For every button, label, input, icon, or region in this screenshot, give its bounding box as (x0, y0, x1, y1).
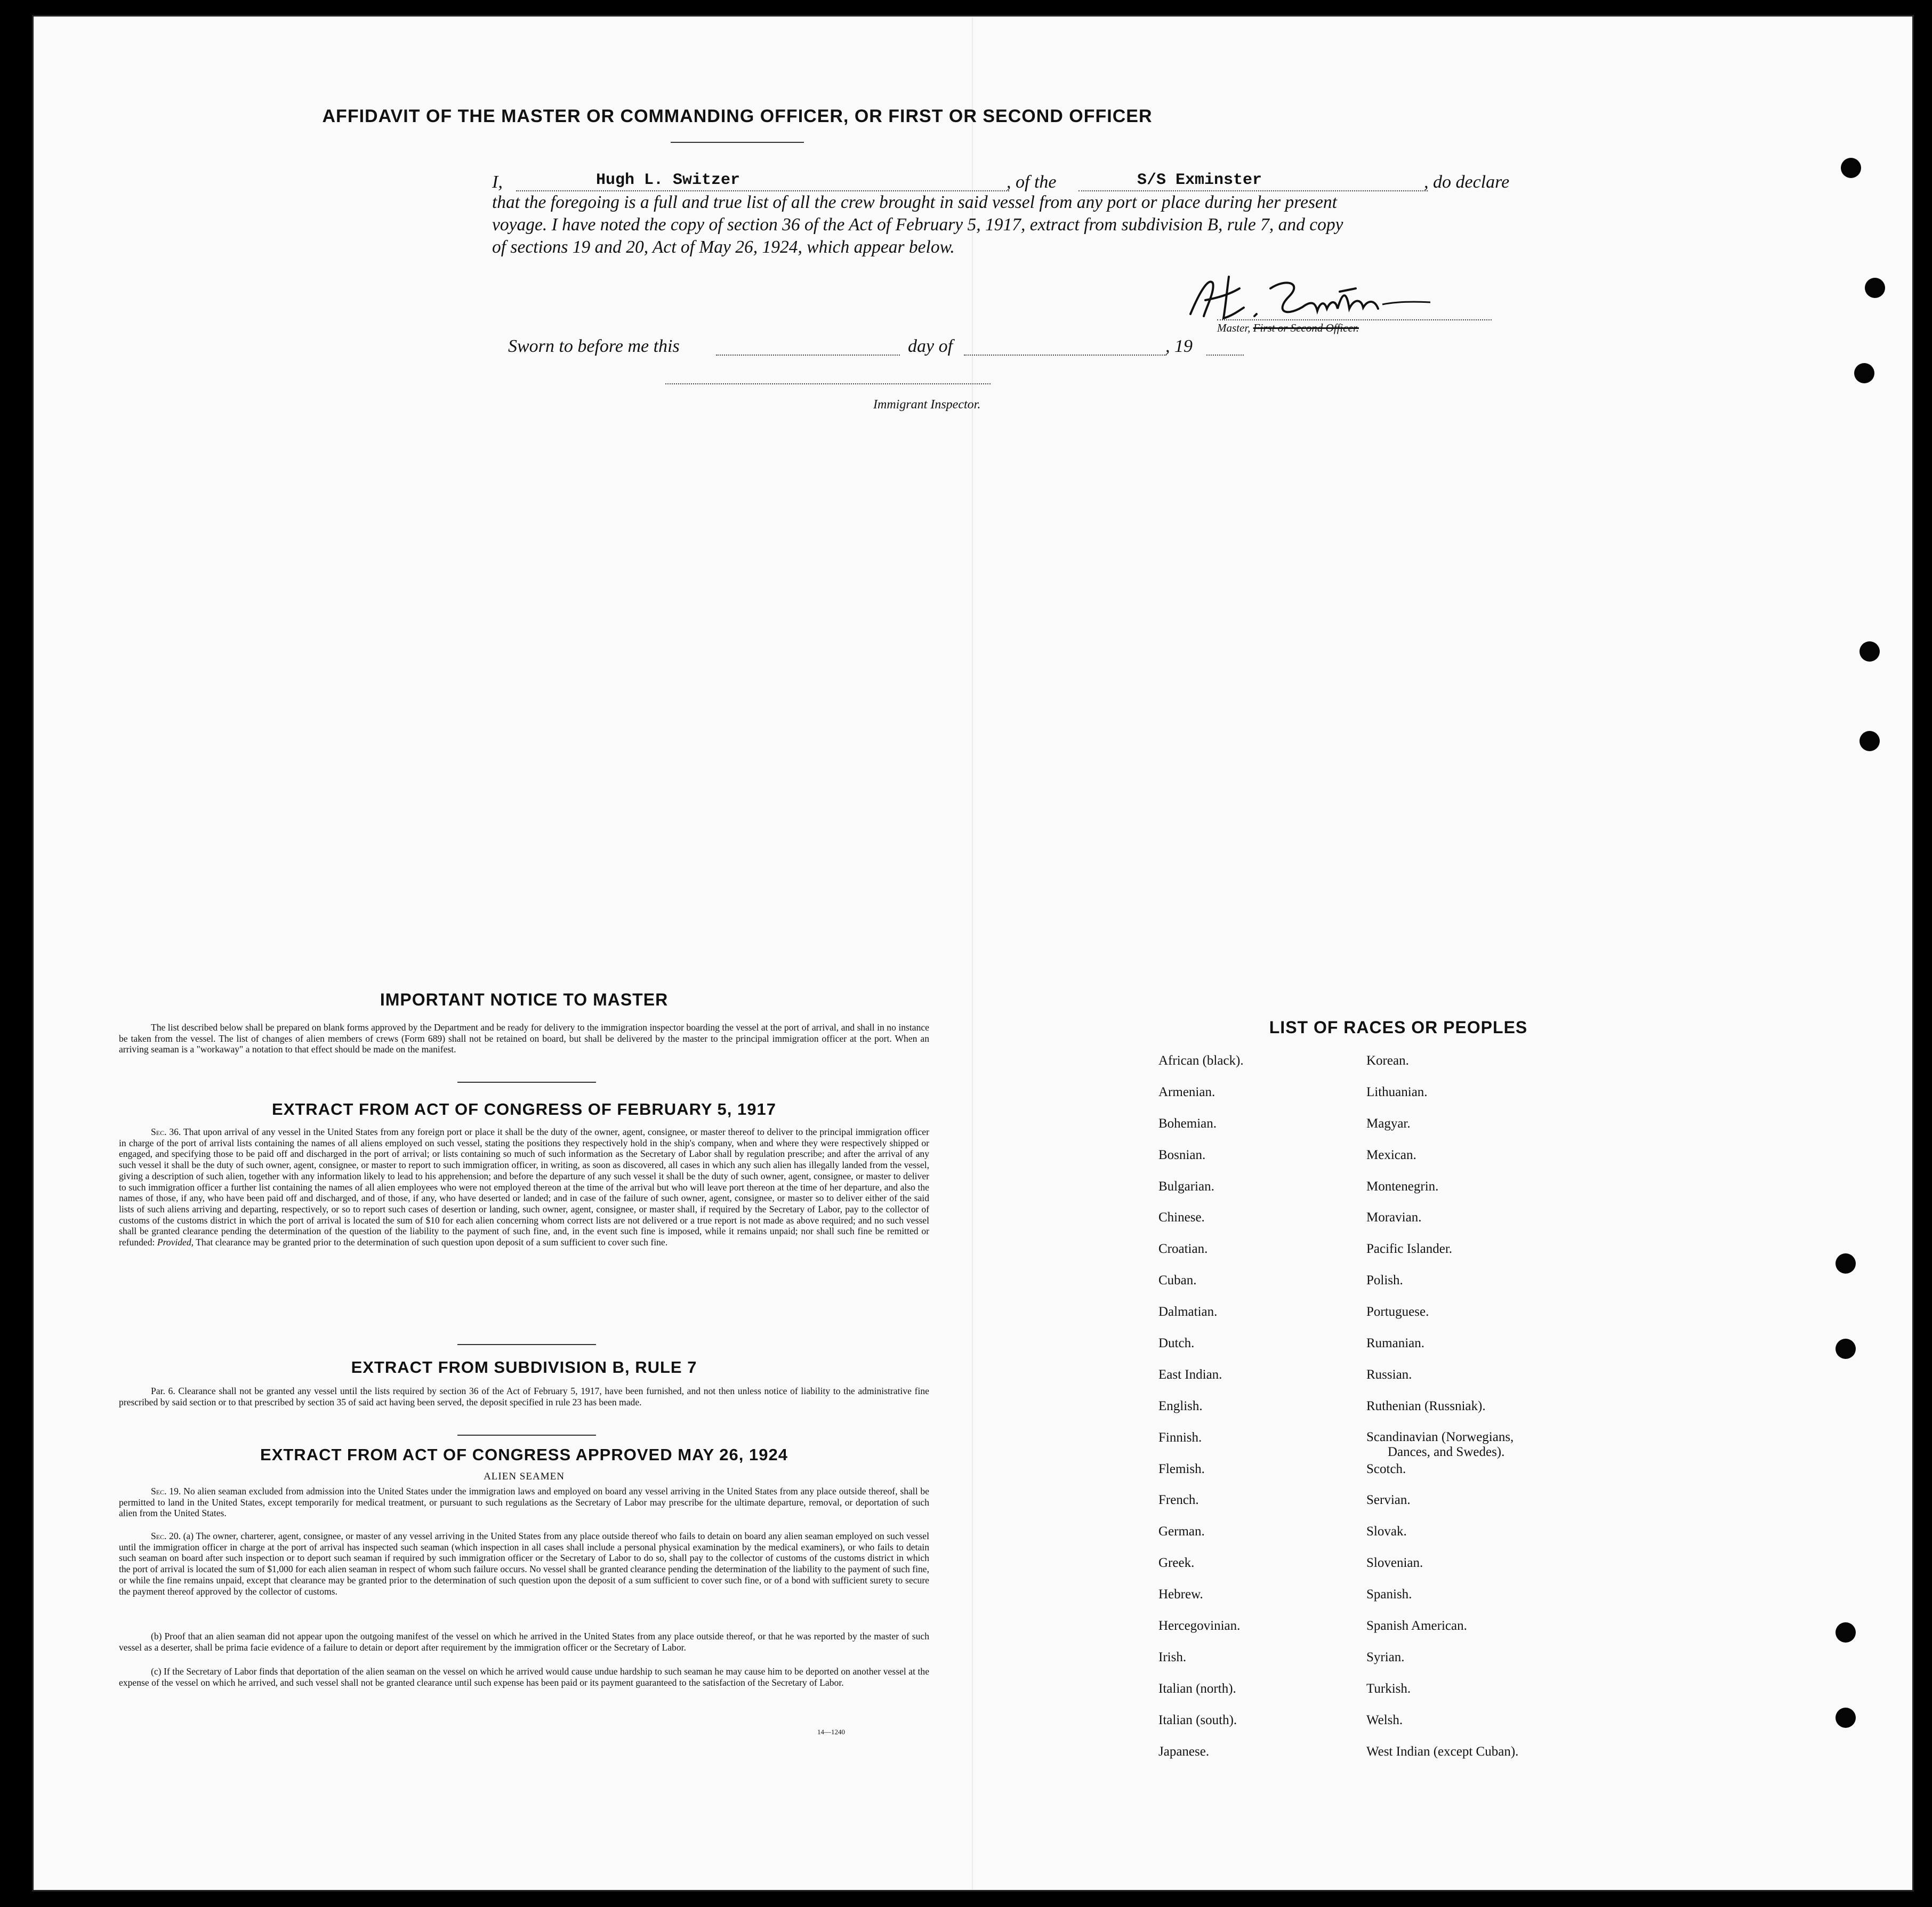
race-item: Flemish. (1158, 1461, 1205, 1476)
notice-title: IMPORTANT NOTICE TO MASTER (380, 990, 669, 1009)
race-item: Montenegrin. (1366, 1179, 1439, 1194)
rule-7-title: EXTRACT FROM SUBDIVISION B, RULE 7 (351, 1358, 697, 1377)
race-item: Chinese. (1158, 1210, 1205, 1225)
sec-36-body: That upon arrival of any vessel in the United States from any foreign port or place it shall be the duty of the owner, agent, consignee, or master thereof to deliver to the principal immigration officer in charge of the port of arrival lists containing the names of all aliens employed on such vessel, stating the positions they respectively hold in the ship's company, when and where they were respectively shipped or engaged, and specifying those to be paid off and discharged in the port of arrival; or lists containing so much of such information as the Secretary of Labor shall by regulation prescribe; and after the arrival of any such vessel it shall be the duty of such owner, agent, consignee, or master to report to such immigration officer, in writing, as soon as discovered, all cases in which any such alien has illegally landed from the vessel, giving a description of such alien, together with any information likely to lead to his apprehension; and before the departure of any such vessel it shall be the duty of such owner, agent, consignee, or master to deliver to such immigration officer a further list containing the names of all alien employees who were not employed thereon at the time of the arrival but who will leave port thereon at the time of her departure, and also the names of those, if any, who have been paid off and discharged, and of those, if any, who have deserted or landed; and in case of the failure of such owner, agent, consignee, or master so to deliver either of the said lists of such aliens arriving and departing, respectively, or so to report such cases of desertion or landing, such owner, agent, consignee, or master shall, if required by the Secretary of Labor, pay to the collector of customs of the customs district in which the port of arrival is located the sum of $10 for each alien concerning whom correct lists are not delivered or a true report is not made as above required; and no such vessel shall be granted clearance pending the determination of the question of the liability to the payment of such fine, and, in the event such fine is imposed, while it remains unpaid; nor shall such fine be remitted or refunded: (119, 1127, 929, 1248)
race-item: Slovak. (1366, 1524, 1407, 1539)
title-divider (671, 142, 804, 143)
race-item: Greek. (1158, 1556, 1195, 1571)
affidavit-title: AFFIDAVIT OF THE MASTER OR COMMANDING OFFICER, OR FIRST OR SECOND OFFICER (322, 106, 1153, 126)
sec-20a-text (119, 1531, 929, 1597)
extract-1917-divider (457, 1344, 596, 1345)
race-item: East Indian. (1158, 1367, 1222, 1382)
sec-20c-text: (c) If the Secretary of Labor finds that deportation of the alien seaman on the vessel on which he arrived would cause undue hardship to such seaman he may cause him to be deported on another vessel at the expense of the vessel on which he arrived, and such vessel shall not be granted clearance until such expense has been paid or its payment guaranteed to the satisfaction of the Secretary of Labor. (119, 1666, 929, 1688)
signature-blank (1217, 319, 1492, 320)
sworn-year-blank (1206, 355, 1244, 356)
race-item: Hercegovinian. (1158, 1619, 1241, 1634)
races-right-column (1366, 1053, 1518, 1775)
race-item: Finnish. (1158, 1430, 1202, 1445)
of-the-label: , of the (1007, 172, 1057, 192)
race-item: Bosnian. (1158, 1147, 1206, 1162)
race-item: Servian. (1366, 1493, 1411, 1508)
race-item: Scandinavian (Norwegians, (1366, 1429, 1514, 1444)
race-item: German. (1158, 1524, 1205, 1539)
race-item: Ruthenian (Russniak). (1366, 1398, 1486, 1413)
day-of-label: day of (908, 336, 953, 356)
proviso-label: Provided, (157, 1237, 194, 1248)
race-item: Bulgarian. (1158, 1179, 1214, 1194)
sec-20-label: Sec. 20. (151, 1531, 181, 1541)
race-item: Moravian. (1366, 1210, 1422, 1225)
extract-1924-title: EXTRACT FROM ACT OF CONGRESS APPROVED MAY 26, 1924 (260, 1445, 788, 1464)
race-item: Hebrew. (1158, 1587, 1203, 1602)
race-item: Dutch. (1158, 1336, 1195, 1351)
vessel-blank (1078, 190, 1428, 191)
sec-20b-text: (b) Proof that an alien seaman did not appear upon the outgoing manifest of the vessel on which he arrived in the United States from any place outside thereof, or that he was reported by the master of such vessel as a deserter, shall be prima facie evidence of a failure to detain or deport after requirement by the immigration officer or the Secretary of Labor. (119, 1631, 929, 1653)
race-item: Croatian. (1158, 1242, 1208, 1257)
race-item: Dances, and Swedes). (1388, 1444, 1505, 1459)
punch-hole (1836, 1708, 1856, 1728)
inspector-blank (665, 383, 991, 384)
punch-hole (1836, 1622, 1856, 1643)
punch-hole (1865, 278, 1885, 298)
proviso-text: That clearance may be granted prior to the determination of such question upon deposit of a sum sufficient to cover such fine. (196, 1237, 668, 1248)
race-item: Armenian. (1158, 1084, 1215, 1099)
race-item: Turkish. (1366, 1681, 1411, 1696)
page-fold (972, 17, 973, 1890)
race-item: Korean. (1366, 1053, 1409, 1068)
race-item: Japanese. (1158, 1744, 1210, 1759)
name-blank (516, 190, 1009, 191)
rule-7-text: Par. 6. Clearance shall not be granted any vessel until the lists required by section 36 of the Act of February 5, 1917, have been furnished, and not then unless notice of liability to the administrative fine prescribed by said section or to that prescribed by section 35 of said act having been served, the deposit specified in rule 23 has been made. (119, 1386, 929, 1407)
race-item: Scotch. (1366, 1461, 1406, 1476)
declare-label: , do declare (1424, 172, 1510, 192)
race-item: Mexican. (1366, 1147, 1416, 1162)
race-item: English. (1158, 1398, 1203, 1413)
signature-caption-struck: First or Second Officer. (1253, 321, 1359, 334)
race-item: Spanish American. (1366, 1619, 1467, 1634)
race-item: Welsh. (1366, 1712, 1403, 1727)
race-item: Italian (south). (1158, 1712, 1237, 1727)
race-item: Portuguese. (1366, 1305, 1429, 1319)
sec-20a-body: (a) The owner, charterer, agent, consignee, or master of any vessel arriving in the United States from any place outside thereof who fails to detain on board any alien seaman employed on such vessel until the immigration officer in charge at the port of arrival has inspected such seaman (which inspection in all cases shall include a personal physical examination by the medical examiners), or who fails to detain such seaman on board after such inspection or to deport such seaman if required by such immigration officer or the Secretary of Labor to do so, shall pay to the collector of customs of the customs district in which the port of arrival is located the sum of $1,000 for each alien seaman in respect of whom such failure occurs. No vessel shall be granted clearance pending the determination of the liability to the payment of such fine, or while the fine remains unpaid, except that clearance may be granted prior to the determination of such question upon the deposit of a sum sufficient to cover such fine, or of a bond with sufficient surety to secure the payment thereof approved by the collector of customs. (119, 1531, 929, 1597)
sworn-day-blank (716, 355, 900, 356)
extract-1917-title: EXTRACT FROM ACT OF CONGRESS OF FEBRUARY 5, 1917 (272, 1100, 776, 1119)
races-title: LIST OF RACES OR PEOPLES (1269, 1018, 1528, 1037)
extract-1917-text (119, 1127, 929, 1248)
sec-36-label: Sec. 36. (151, 1127, 181, 1137)
sec-19-label: Sec. 19. (151, 1486, 181, 1496)
notice-text: The list described below shall be prepared on blank forms approved by the Department and be ready for delivery to the immigration inspector boarding the vessel at the port of arrival, and shall in no instance be taken from the vessel. The list of changes of alien members of crews (Form 689) shall not be retained on board, but shall be delivered by the master to the principal immigration officer at the port. When an arriving seaman is a "workaway" a notation to that effect should be made on the manifest. (119, 1022, 929, 1055)
race-item: Dalmatian. (1158, 1305, 1218, 1319)
race-item: Magyar. (1366, 1116, 1411, 1131)
race-item: Cuban. (1158, 1273, 1197, 1288)
sec-19-text (119, 1486, 929, 1519)
race-item: Bohemian. (1158, 1116, 1217, 1131)
race-item: Russian. (1366, 1367, 1412, 1382)
race-item: African (black). (1158, 1053, 1244, 1068)
document-sheet (32, 15, 1914, 1892)
signature-caption-master: Master, (1217, 321, 1251, 334)
year-prefix: , 19 (1165, 336, 1193, 356)
race-item: Rumanian. (1366, 1336, 1425, 1351)
punch-hole (1859, 641, 1880, 662)
race-item: Pacific Islander. (1366, 1242, 1453, 1257)
master-name: Hugh L. Switzer (596, 171, 740, 189)
sec-19-body: No alien seaman excluded from admission into the United States under the immigration laws and employed on board any vessel arriving in the United States from any place outside thereof, shall be permitted to land in the United States, except temporarily for medical treatment, or pursuant to such regulations as the Secretary of Labor may prescribe for the ultimate departure, removal, or deportation of such alien from the United States. (119, 1486, 929, 1519)
vessel-name: S/S Exminster (1137, 171, 1262, 189)
alien-seamen-subtitle: ALIEN SEAMEN (484, 1471, 565, 1482)
race-item: Irish. (1158, 1649, 1187, 1664)
punch-hole (1836, 1253, 1856, 1274)
race-item: West Indian (except Cuban). (1366, 1744, 1519, 1759)
punch-hole (1836, 1339, 1856, 1359)
punch-hole (1841, 158, 1861, 178)
punch-hole (1859, 731, 1880, 751)
inspector-label: Immigrant Inspector. (873, 398, 981, 412)
rule-7-divider (457, 1435, 596, 1436)
race-item: Lithuanian. (1366, 1084, 1428, 1099)
notice-divider (457, 1082, 596, 1083)
affidavit-line-4: of sections 19 and 20, Act of May 26, 1924, which appear below. (492, 237, 955, 257)
sworn-label: Sworn to before me this (508, 336, 680, 356)
signature-caption (1217, 321, 1359, 335)
race-item: French. (1158, 1493, 1199, 1508)
race-item: Italian (north). (1158, 1681, 1236, 1696)
affidavit-line-2: that the foregoing is a full and true list of all the crew brought in said vessel from any port or place during her present (492, 192, 1337, 212)
affidavit-prefix: I, (492, 172, 503, 192)
race-item: Spanish. (1366, 1587, 1412, 1602)
races-left-column (1158, 1053, 1244, 1775)
race-item: Polish. (1366, 1273, 1403, 1288)
race-item: Syrian. (1366, 1649, 1405, 1664)
race-item: Slovenian. (1366, 1556, 1423, 1571)
affidavit-line-3: voyage. I have noted the copy of section 36 of the Act of February 5, 1917, extract from subdivision B, rule 7, and copy (492, 215, 1343, 235)
form-number: 14—1240 (817, 1728, 845, 1736)
sworn-month-blank (964, 355, 1166, 356)
punch-hole (1854, 363, 1874, 383)
